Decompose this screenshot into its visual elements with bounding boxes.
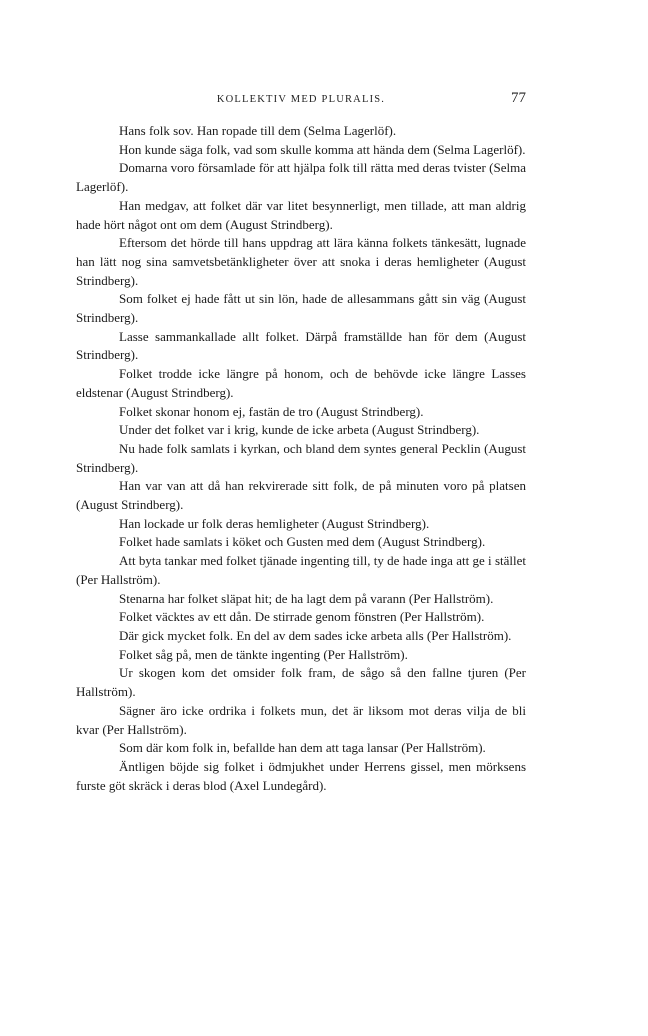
example-sentence: Ur skogen kom det omsider folk fram, de sågo så den fallne tjuren (Per Hallström). [76, 665, 526, 700]
example-sentence: Nu hade folk samlats i kyrkan, och bland dem syntes general Pecklin (August Strindberg). [76, 440, 526, 475]
example-sentence: Stenarna har folket släpat hit; de ha lagt dem på varann (Per Hallström). [119, 590, 494, 606]
example-sentence: Folket skonar honom ej, fastän de tro (August Strindberg). [119, 403, 424, 419]
example-sentence: Som där kom folk in, befallde han dem att taga lansar (Per Hallström). [119, 740, 486, 756]
example-sentence: Eftersom det hörde till hans uppdrag att lära känna folkets tänkesätt, lugnade han lätt nog sina samvetsbetänkligheter över att snoka i deras hemligheter (August Strindberg). [76, 235, 526, 288]
example-sentence: Folket trodde icke längre på honom, och de behövde icke längre Lasses eldstenar (August Strindberg). [76, 366, 526, 400]
example-sentence: Där gick mycket folk. En del av dem sades icke arbeta alls (Per Hallström). [119, 627, 512, 643]
example-sentence: Folket väcktes av ett dån. De stirrade genom fönstren (Per Hallström). [119, 609, 485, 625]
example-sentence: Som folket ej hade fått ut sin lön, hade de allesammans gått sin väg (August Strindberg). [76, 291, 526, 326]
page-header [76, 90, 526, 112]
example-sentence: Hans folk sov. Han ropade till dem (Selma Lagerlöf). [119, 123, 397, 138]
page-number: 77 [511, 90, 526, 106]
body-text [76, 122, 526, 795]
example-sentence: Folket såg på, men de tänkte ingenting (Per Hallström). [119, 646, 408, 662]
example-sentence: Folket hade samlats i köket och Gusten med dem (August Strindberg). [119, 534, 486, 550]
example-sentence: Under det folket var i krig, kunde de icke arbeta (August Strindberg). [119, 422, 480, 438]
running-head: KOLLEKTIV MED PLURALIS. [216, 94, 386, 105]
example-sentence: Lasse sammankallade allt folket. Därpå framställde han för dem (August Strindberg). [76, 328, 526, 363]
example-sentence: Han lockade ur folk deras hemligheter (August Strindberg). [119, 515, 430, 531]
example-sentence: Äntligen böjde sig folket i ödmjukhet under Herrens gissel, men mörksens furste göt skräck i deras blod (Axel Lundegård). [76, 758, 526, 793]
example-sentence: Han var van att då han rekvirerade sitt folk, de på minuten voro på platsen (August Strindberg). [76, 478, 526, 513]
example-sentence: Han medgav, att folket där var litet besynnerligt, men tillade, att man aldrig hade hört något ont om dem (August Strindberg). [76, 197, 526, 232]
example-sentence: Domarna voro församlade för att hjälpa folk till rätta med deras tvister (Selma Lagerlöf). [76, 160, 526, 195]
example-sentence: Sägner äro icke ordrika i folkets mun, det är liksom mot deras vilja de bli kvar (Per Hallström). [76, 702, 526, 737]
example-sentence: Att byta tankar med folket tjänade ingenting till, ty de hade inga att ge i stället (Per Hallström). [76, 553, 526, 587]
example-sentence: Hon kunde säga folk, vad som skulle komma att hända dem (Selma Lagerlöf). [119, 141, 526, 157]
book-page [76, 90, 526, 795]
